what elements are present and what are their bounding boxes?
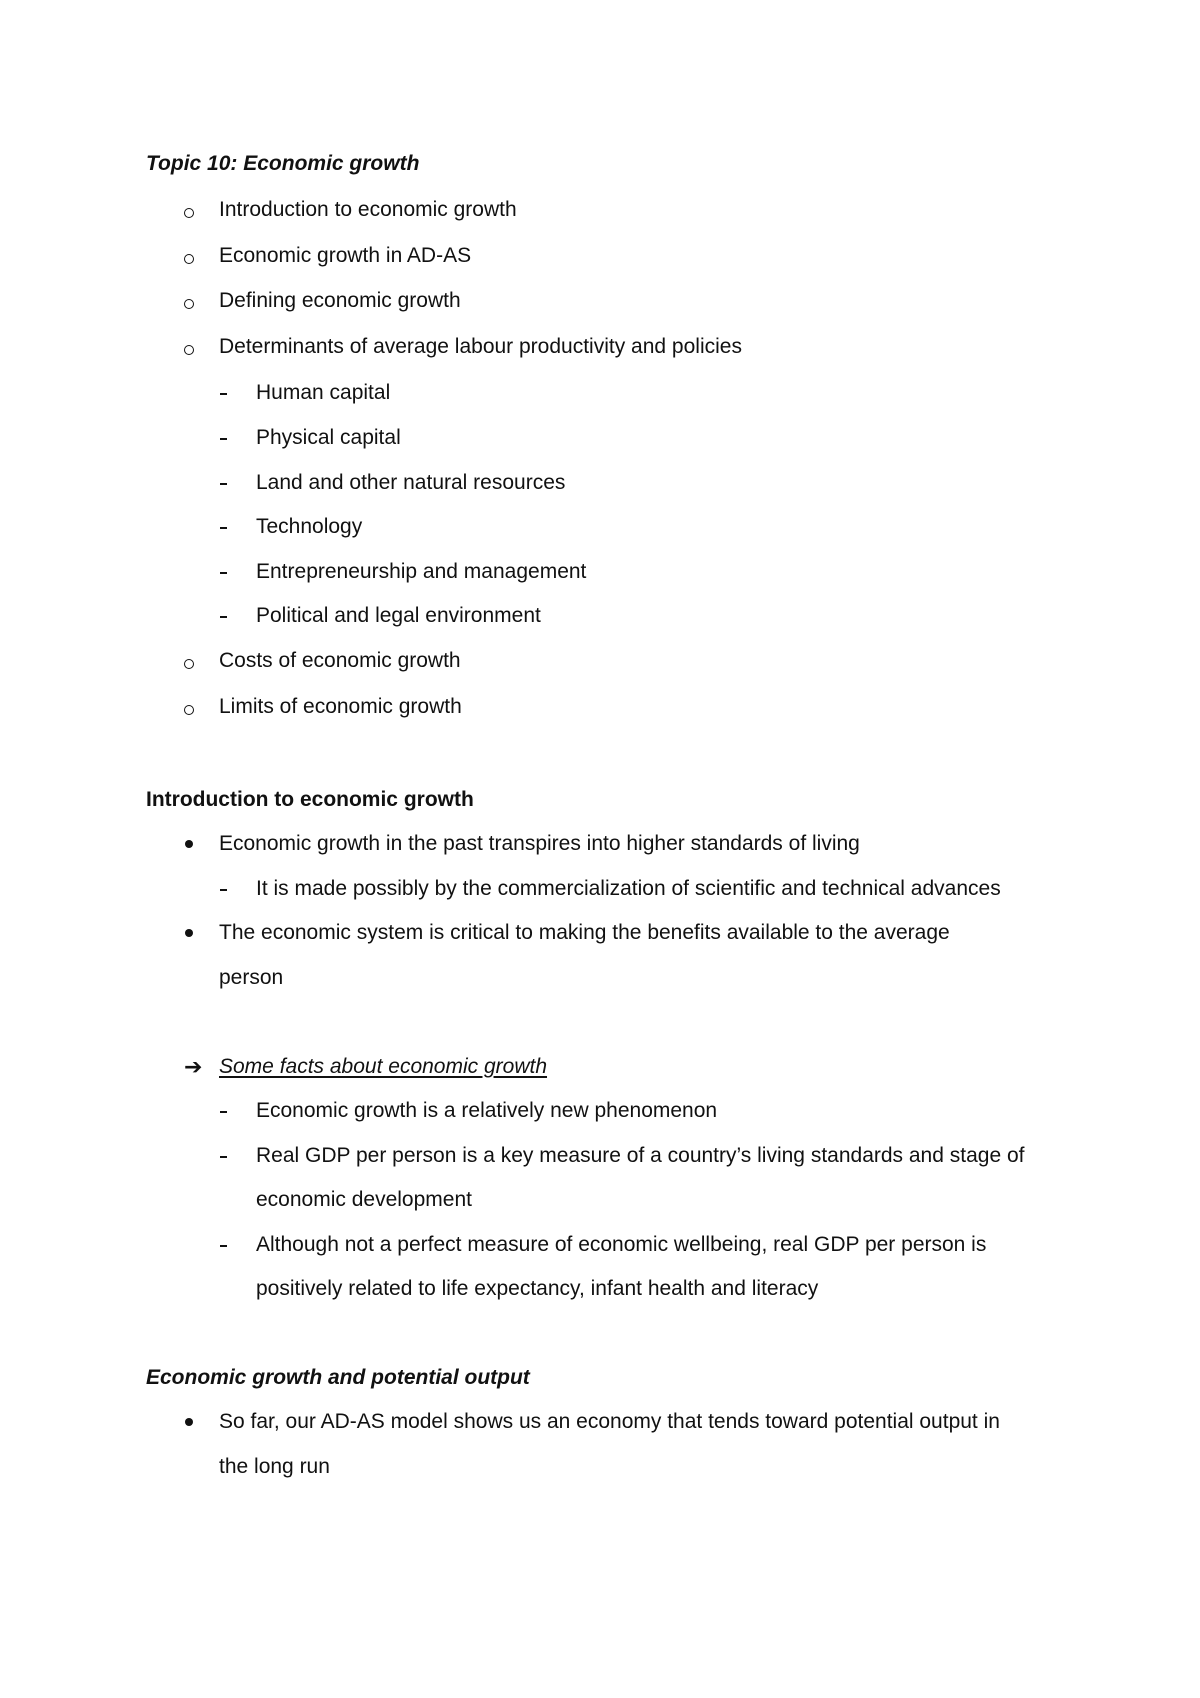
determinant-item: Land and other natural resources xyxy=(256,471,566,494)
circle-bullet-icon xyxy=(184,659,194,669)
determinant-item: Physical capital xyxy=(256,426,401,449)
fact-item-continuation: positively related to life expectancy, infant health and literacy xyxy=(256,1277,819,1300)
dash-bullet-icon xyxy=(220,1156,227,1158)
dash-bullet-icon xyxy=(220,527,227,529)
dash-bullet-icon xyxy=(220,393,227,395)
circle-bullet-icon xyxy=(184,705,194,715)
outline-item: Economic growth in AD-AS xyxy=(219,244,472,267)
bullet-dot-icon xyxy=(185,929,193,937)
circle-bullet-icon xyxy=(184,299,194,309)
topic-title: Topic 10: Economic growth xyxy=(146,152,420,175)
fact-item-continuation: economic development xyxy=(256,1188,472,1211)
outline-item: Determinants of average labour productivity and policies xyxy=(219,335,742,358)
dash-bullet-icon xyxy=(220,438,227,440)
dash-bullet-icon xyxy=(220,572,227,574)
dash-bullet-icon xyxy=(220,1111,227,1113)
intro-heading: Introduction to economic growth xyxy=(146,788,474,811)
fact-item: Although not a perfect measure of economic wellbeing, real GDP per person is xyxy=(256,1233,987,1256)
outline-item: Defining economic growth xyxy=(219,289,461,312)
bullet-dot-icon xyxy=(185,1418,193,1426)
circle-bullet-icon xyxy=(184,208,194,218)
potential-output-bullet-continuation: the long run xyxy=(219,1455,330,1478)
potential-output-bullet: So far, our AD-AS model shows us an economy that tends toward potential output in xyxy=(219,1410,1000,1433)
arrow-right-icon: ➔ xyxy=(184,1054,203,1079)
intro-bullet: Economic growth in the past transpires into higher standards of living xyxy=(219,832,860,855)
determinant-item: Political and legal environment xyxy=(256,604,541,627)
intro-bullet: The economic system is critical to making the benefits available to the average xyxy=(219,921,950,944)
dash-bullet-icon xyxy=(220,483,227,485)
intro-bullet-continuation: person xyxy=(219,966,284,989)
dash-bullet-icon xyxy=(220,1245,227,1247)
fact-item: Economic growth is a relatively new phenomenon xyxy=(256,1099,718,1122)
dash-bullet-icon xyxy=(220,616,227,618)
facts-heading: Some facts about economic growth xyxy=(219,1055,548,1078)
intro-sub-bullet: It is made possibly by the commercialization of scientific and technical advances xyxy=(256,877,1001,900)
outline-item: Introduction to economic growth xyxy=(219,198,517,221)
dash-bullet-icon xyxy=(220,889,227,891)
determinant-item: Human capital xyxy=(256,381,391,404)
fact-item: Real GDP per person is a key measure of a country’s living standards and stage of xyxy=(256,1144,1025,1167)
circle-bullet-icon xyxy=(184,345,194,355)
outline-item: Limits of economic growth xyxy=(219,695,462,718)
determinant-item: Technology xyxy=(256,515,363,538)
outline-item: Costs of economic growth xyxy=(219,649,461,672)
circle-bullet-icon xyxy=(184,254,194,264)
potential-output-heading: Economic growth and potential output xyxy=(146,1366,530,1389)
bullet-dot-icon xyxy=(185,840,193,848)
determinant-item: Entrepreneurship and management xyxy=(256,560,587,583)
